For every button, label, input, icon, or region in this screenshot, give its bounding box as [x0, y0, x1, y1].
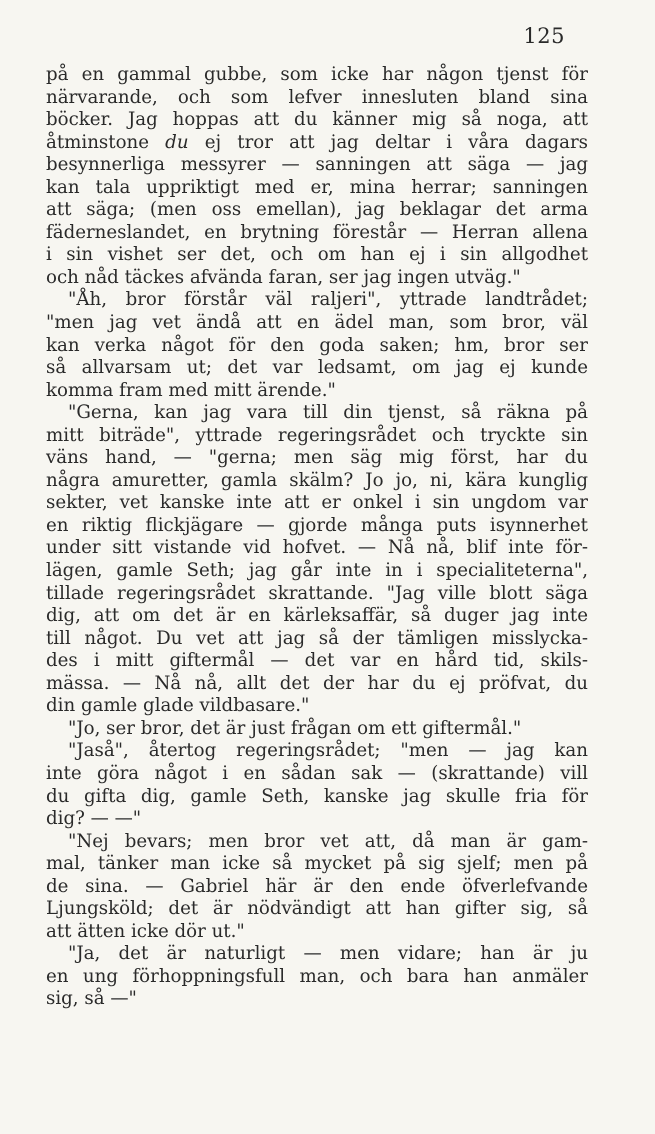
text-line: de sina. — Gabriel här är den ende öfverlefvande	[46, 875, 588, 897]
text-line: mal, tänker man icke så mycket på sig sjelf; men på	[46, 853, 588, 875]
text-line: "men jag vet ändå att en ädel man, som bror, väl	[46, 312, 588, 334]
text-line: väns hand, — "gerna; men säg mig först, har du	[46, 447, 588, 469]
text-line: och nåd täckes afvända faran, ser jag ingen utväg."	[46, 266, 521, 288]
text-line: tillade regeringsrådet skrattande. "Jag ville blott säga	[46, 582, 588, 604]
text-line: "Nej bevars; men bror vet att, då man är gam-	[68, 830, 588, 852]
text-line: dig, att om det är en kärleksaffär, så duger jag inte	[46, 605, 588, 627]
text-line: "Åh, bror förstår väl raljeri", yttrade landtrådet;	[68, 289, 588, 311]
text-line: des i mitt giftermål — det var en hård tid, skils-	[46, 650, 588, 672]
text-line: "Jo, ser bror, det är just frågan om ett giftermål."	[68, 717, 522, 739]
text-line: under sitt vistande vid hofvet. — Nå nå, blif inte för-	[46, 537, 588, 559]
text-line: Ljungsköld; det är nödvändigt att han gifter sig, så	[46, 898, 588, 920]
text-line: i sin vishet ser det, och om han ej i sin allgodhet	[46, 244, 588, 266]
text-line: "Jaså", återtog regeringsrådet; "men — jag kan	[68, 740, 588, 762]
text-line: böcker. Jag hoppas att du känner mig så noga, att	[46, 109, 588, 131]
text-line: några amuretter, gamla skälm? Jo jo, ni, kära kunglig	[46, 469, 588, 491]
body-text	[46, 64, 588, 1011]
text-line: "Ja, det är naturligt — men vidare; han är ju	[68, 943, 588, 965]
text-line: att säga; (men oss emellan), jag beklagar det arma	[46, 199, 588, 221]
text-line: kan verka något för den goda saken; hm, bror ser	[46, 334, 588, 356]
text-line: mitt biträde", yttrade regeringsrådet och tryckte sin	[46, 424, 588, 446]
text-line: närvarande, och som lefver innesluten bland sina	[46, 86, 588, 108]
text-line: till något. Du vet att jag så der tämligen misslycka-	[46, 627, 588, 649]
text-line: din gamle glade vildbasare."	[46, 695, 310, 717]
text-line: mässa. — Nå nå, allt det der har du ej pröfvat, du	[46, 672, 588, 694]
text-line: lägen, gamle Seth; jag går inte in i specialiteterna",	[46, 560, 588, 582]
text-line: inte göra något i en sådan sak — (skrattande) vill	[46, 762, 588, 784]
text-line: att ätten icke dör ut."	[46, 920, 245, 942]
text-line: dig? — —"	[46, 808, 142, 830]
text-line: sekter, vet kanske inte att er onkel i sin ungdom var	[46, 492, 588, 514]
text-line: så allvarsam ut; det var ledsamt, om jag ej kunde	[46, 357, 588, 379]
text-line: åtminstone du ej tror att jag deltar i våra dagars	[46, 131, 588, 153]
text-line: sig, så —"	[46, 988, 137, 1010]
text-line: du gifta dig, gamle Seth, kanske jag skulle fria för	[46, 785, 588, 807]
text-line: fäderneslandet, en brytning förestår — Herran allena	[46, 221, 588, 243]
text-line: en ung förhoppningsfull man, och bara han anmäler	[46, 965, 588, 987]
text-line: kan tala uppriktigt med er, mina herrar; sanningen	[46, 176, 588, 198]
page-number: 125	[523, 24, 565, 48]
text-line: besynnerliga messyrer — sanningen att säga — jag	[46, 154, 588, 176]
text-line: en riktig flickjägare — gjorde många puts isynnerhet	[46, 514, 588, 536]
text-line: komma fram med mitt ärende."	[46, 379, 336, 401]
text-line: på en gammal gubbe, som icke har någon tjenst för	[46, 64, 588, 85]
text-line: "Gerna, kan jag vara till din tjenst, så räkna på	[68, 402, 588, 424]
